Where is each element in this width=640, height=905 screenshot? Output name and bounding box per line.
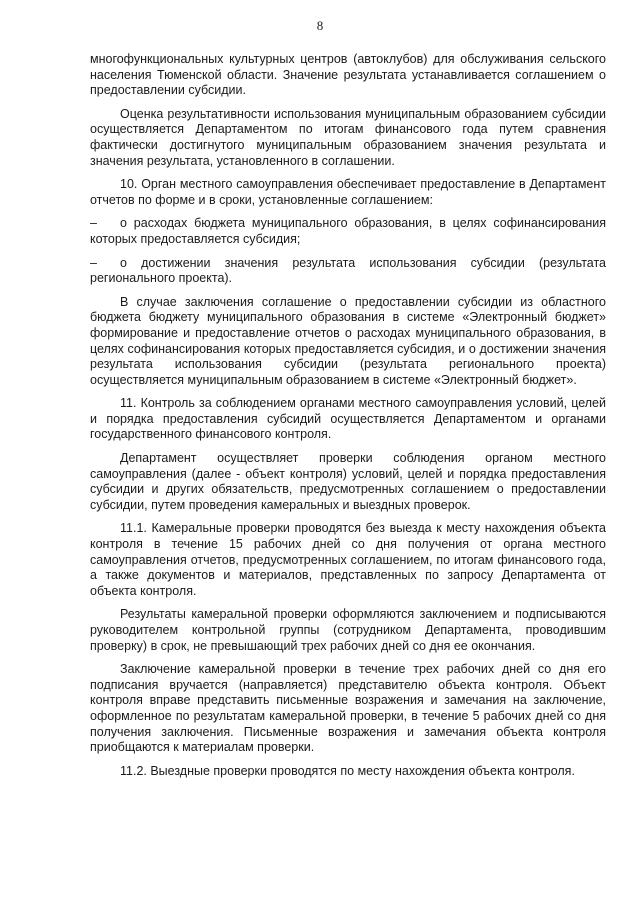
bullet-text: о достижении значения результата использования субсидии (результата регионального проекта). — [90, 255, 606, 286]
paragraph-item-10: 10. Орган местного самоуправления обеспечивает предоставление в Департамент отчетов по форме и в сроки, установленные соглашением: — [90, 177, 606, 207]
paragraph-item-11: 11. Контроль за соблюдением органами местного самоуправления условий, целей и порядка предоставления субсидий осуществляется Департаментом и органами государственного финансового контроля. — [90, 396, 606, 442]
dash-marker: – — [90, 216, 97, 231]
bullet-result-report — [90, 256, 606, 287]
paragraph-continuation: многофункциональных культурных центров (автоклубов) для обслуживания сельского населения Тюменской области. Значение результата устанавливается соглашением о предоставлении субсидии. — [90, 52, 606, 98]
bullet-text: о расходах бюджета муниципального образования, в целях софинансирования которых предоставляется субсидия; — [90, 216, 606, 246]
paragraph-item-11-2: 11.2. Выездные проверки проводятся по месту нахождения объекта контроля. — [120, 763, 575, 778]
dash-marker: – — [90, 255, 97, 270]
bullet-expenses-report — [90, 216, 606, 247]
page-number: 8 — [316, 18, 324, 33]
paragraph-electronic-budget: В случае заключения соглашение о предоставлении субсидии из областного бюджета бюджету муниципального образования в системе «Электронный бюджет» формирование и предоставление отчетов о расходах муниципального образования, в целях софинансирования которых предоставляется субсидия, и о достижении значения результата использования субсидии (результата регионального проекта) осуществляется муниципальным образованием в системе «Электронный бюджет». — [90, 294, 606, 387]
paragraph-effectiveness-assessment: Оценка результативности использования муниципальным образованием субсидии осуществляется Департаментом по итогам финансового года путем сравнения фактически достигнутого муниципальным образованием значения результата и значения результата, установленного в соглашении. — [90, 106, 606, 168]
paragraph-inspection-results: Результаты камеральной проверки оформляются заключением и подписываются руководителем контрольной группы (сотрудником Департамента, проводившим проверку) в срок, не превышающий трех рабочих дней со дня ее окончания. — [90, 607, 606, 653]
paragraph-item-11-1: 11.1. Камеральные проверки проводятся без выезда к месту нахождения объекта контроля в течение 15 рабочих дней со дня получения от органа местного самоуправления отчетов, предусмотренных соглашением, по итогам финансового года, а также документов и материалов, представленных по запросу Департамента от объекта контроля. — [90, 521, 606, 598]
paragraph-department-inspections: Департамент осуществляет проверки соблюдения органом местного самоуправления (далее - объект контроля) условий, целей и порядка предоставления субсидии и других обязательств, предусмотренных соглашением о предоставлении субсидии, путем проведения камеральных и выездных проверок. — [90, 451, 606, 512]
document-body — [90, 52, 606, 787]
paragraph-inspection-conclusion: Заключение камеральной проверки в течение трех рабочих дней со дня его подписания вручается (направляется) представителю объекта контроля. Объект контроля вправе представить письменные возражения и замечания на заключение, оформленное по результатам камеральной проверки, в течение 5 рабочих дней со дня получения заключения. Письменные возражения и замечания объекта контроля приобщаются к материалам проверки. — [90, 662, 606, 755]
